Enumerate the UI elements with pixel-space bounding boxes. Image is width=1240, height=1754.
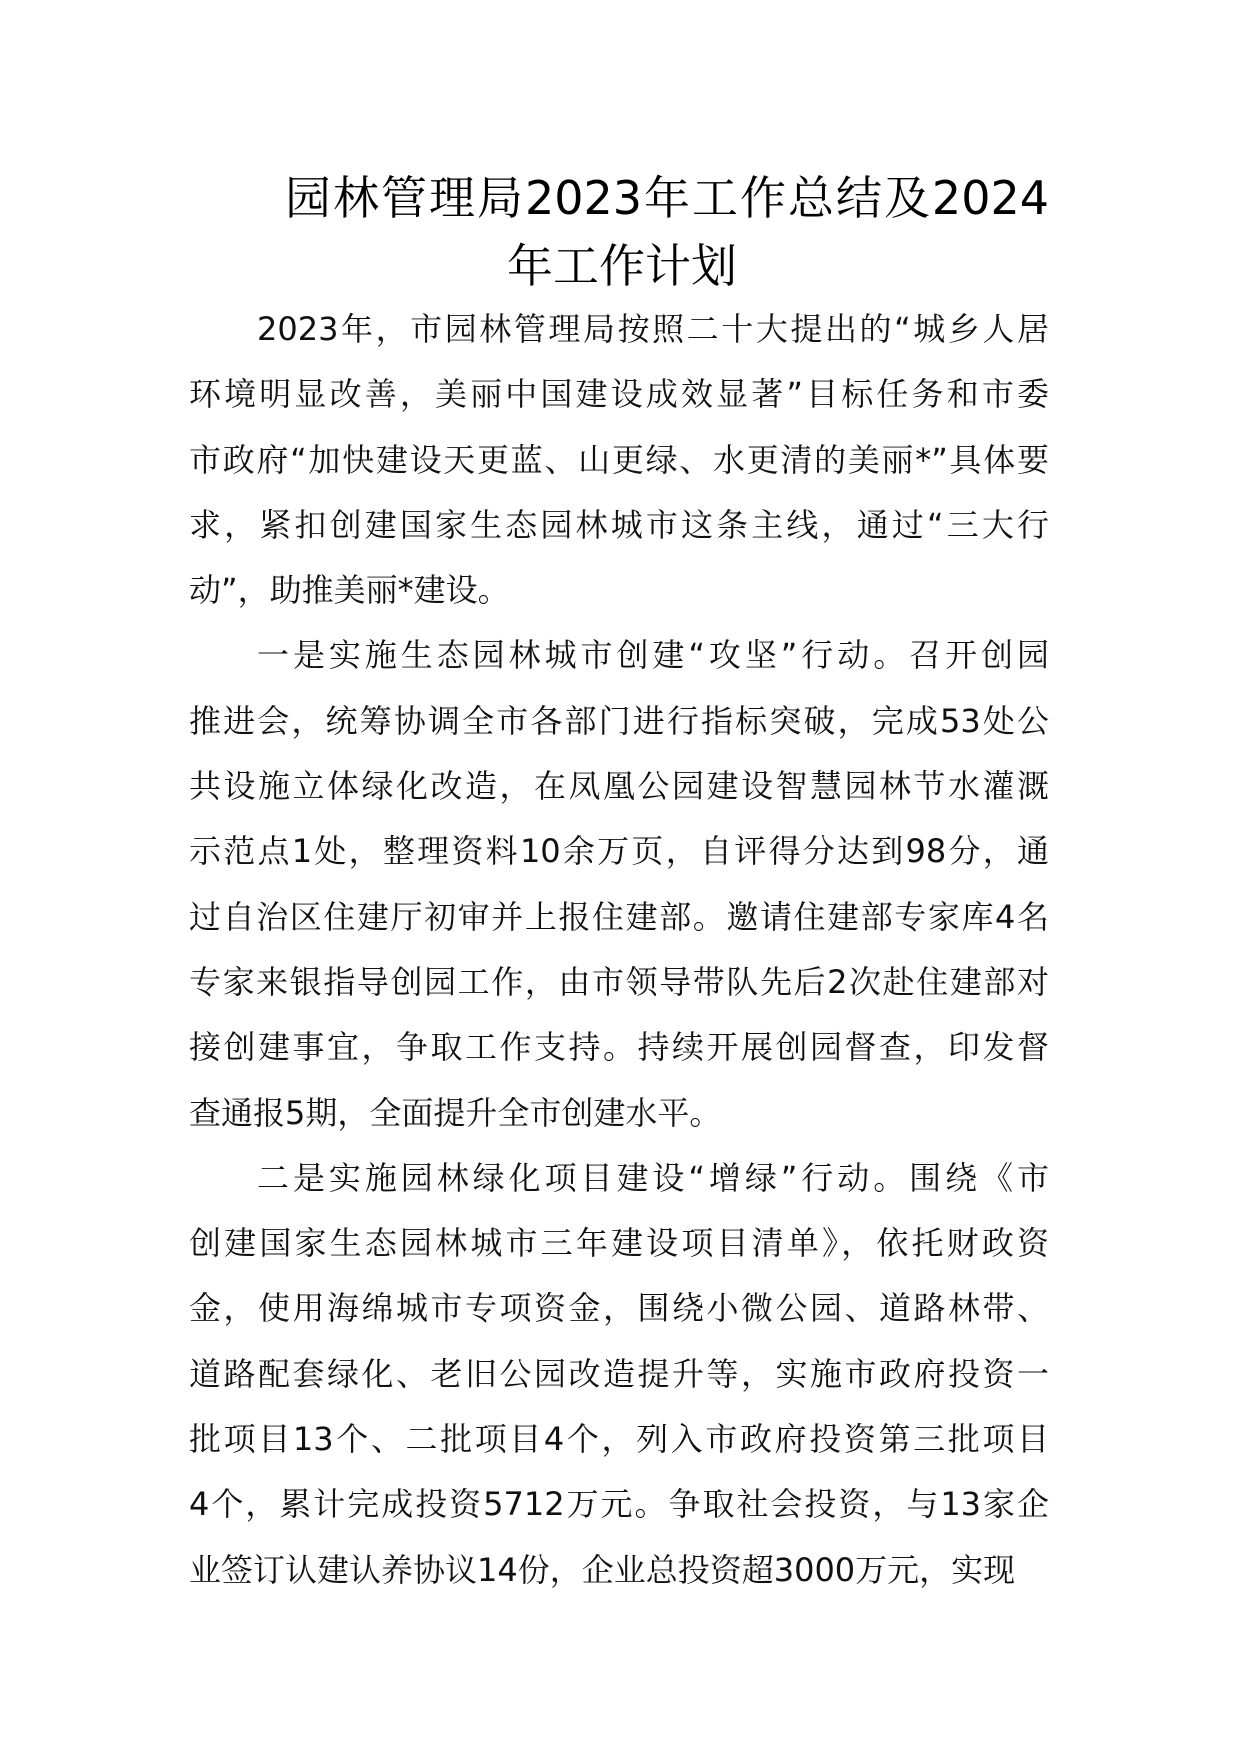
document-title-line-2: 年工作计划 [507, 239, 737, 293]
paragraph-line: 求，紧扣创建国家生态园林城市这条主线，通过“三大行 [189, 505, 1049, 544]
paragraph-line: 示范点1处，整理资料10余万页，自评得分达到98分，通 [189, 832, 1049, 871]
paragraph-line: 4个，累计完成投资5712万元。争取社会投资，与13家企 [189, 1485, 1049, 1524]
paragraph-line: 业签订认建认养协议14份，企业总投资超3000万元，实现 [189, 1550, 1016, 1589]
paragraph-line: 接创建事宜，争取工作支持。持续开展创园督查，印发督 [189, 1028, 1049, 1067]
paragraph-line: 动”，助推美丽*建设。 [189, 571, 510, 610]
paragraph-line: 二是实施园林绿化项目建设“增绿”行动。围绕《市 [257, 1158, 1049, 1197]
document-body [189, 297, 1049, 1603]
paragraph-line: 创建国家生态园林城市三年建设项目清单》，依托财政资 [189, 1224, 1049, 1263]
paragraph [189, 623, 1049, 1145]
paragraph-line: 专家来银指导创园工作，由市领导带队先后2次赴住建部对 [189, 962, 1049, 1001]
paragraph [189, 297, 1049, 623]
paragraph-line: 共设施立体绿化改造，在凤凰公园建设智慧园林节水灌溉 [189, 767, 1049, 806]
paragraph-line: 道路配套绿化、老旧公园改造提升等，实施市政府投资一 [189, 1354, 1049, 1393]
paragraph-line: 金，使用海绵城市专项资金，围绕小微公园、道路林带、 [189, 1289, 1049, 1328]
paragraph-line: 一是实施生态园林城市创建“攻坚”行动。召开创园 [257, 636, 1049, 675]
paragraph-line: 查通报5期，全面提升全市创建水平。 [189, 1093, 722, 1132]
document-title-line-1: 园林管理局2023年工作总结及2024 [285, 171, 1049, 225]
paragraph-line: 批项目13个、二批项目4个，列入市政府投资第三批项目 [189, 1420, 1049, 1459]
paragraph-line: 过自治区住建厅初审并上报住建部。邀请住建部专家库4名 [189, 897, 1049, 936]
paragraph [189, 1146, 1049, 1603]
paragraph-line: 2023年，市园林管理局按照二十大提出的“城乡人居 [257, 310, 1049, 348]
paragraph-line: 推进会，统筹协调全市各部门进行指标突破，完成53处公 [189, 701, 1049, 740]
paragraph-line: 环境明显改善，美丽中国建设成效显著”目标任务和市委 [189, 375, 1049, 414]
paragraph-line: 市政府“加快建设天更蓝、山更绿、水更清的美丽*”具体要 [189, 440, 1049, 479]
